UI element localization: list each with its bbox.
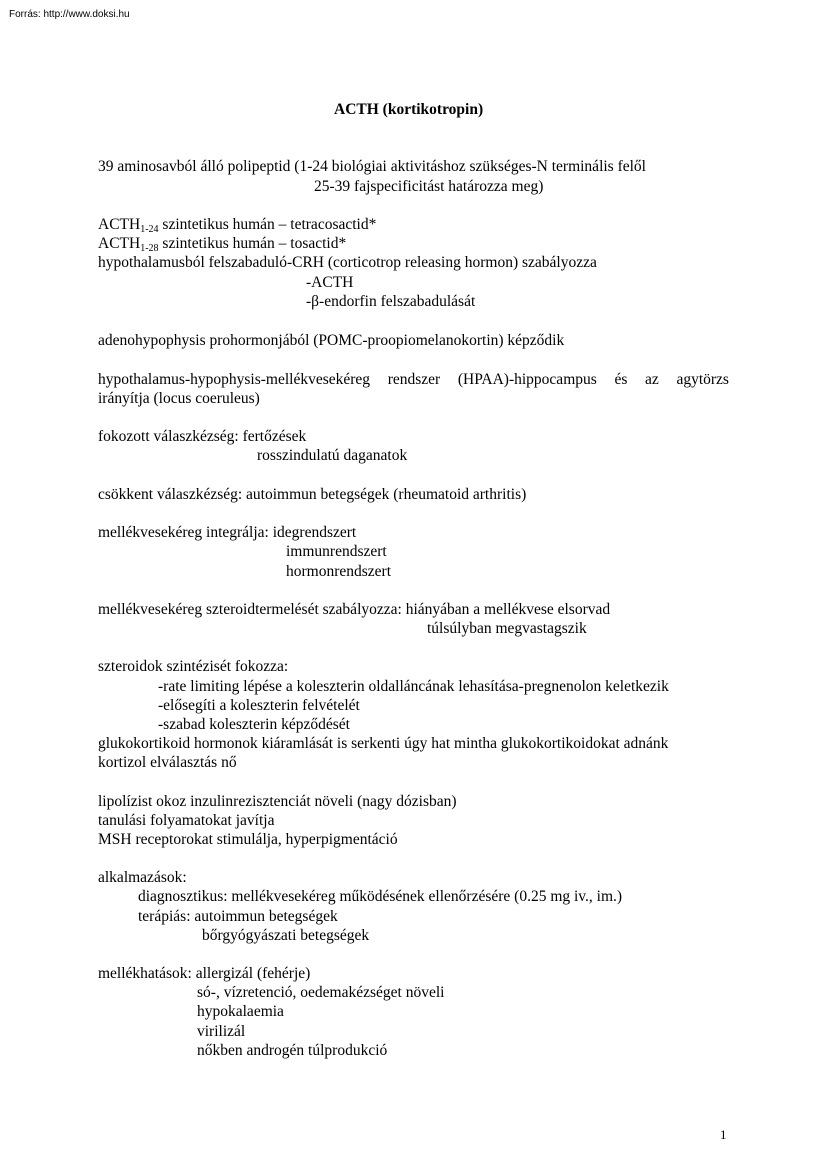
side-effect-item: virilizál (197, 1023, 246, 1040)
steroid-synth-heading: szteroidok szintézisét fokozza: (98, 658, 289, 675)
integral-line-2: immunrendszert (286, 543, 387, 560)
page-number: 1 (720, 1127, 727, 1142)
synthetic-line-2 (98, 234, 346, 253)
hpaa-word: az (645, 371, 659, 388)
hpaa-word: agytörzs (676, 371, 729, 388)
pomc-line: adenohypophysis prohormonjából (POMC-proopiomelanokortin) képződik (98, 332, 565, 349)
hpaa-line-2: irányítja (locus coeruleus) (98, 390, 260, 407)
applications-therapeutic: terápiás: autoimmun betegségek (138, 908, 338, 925)
hpaa-word: rendszer (387, 371, 441, 388)
side-effect-item: hypokalaemia (197, 1003, 284, 1020)
steroid-reg-line-1: mellékvesekéreg szteroidtermelését szabályozza: hiányában a mellékvese elsorvad (98, 601, 611, 618)
cortisol-line: kortizol elválasztás nő (98, 754, 237, 771)
hpaa-line-1 (98, 370, 729, 389)
integral-line-1: mellékvesekéreg integrálja: idegrendszert (98, 524, 357, 541)
steroid-synth-item: -rate limiting lépése a koleszterin oldalláncának lehasítása-pregnenolon keletkezik (158, 678, 669, 695)
decreased-line: csökkent válaszkézség: autoimmun betegségek (rheumatoid arthritis) (98, 486, 527, 503)
increased-line-2: rosszindulatú daganatok (257, 447, 408, 464)
source-url: Forrás: http://www.doksi.hu (9, 9, 130, 20)
applications-therapeutic-2: bőrgyógyászati betegségek (202, 927, 370, 944)
side-effect-item: só-, vízretenció, oedemakézséget növeli (197, 984, 445, 1001)
synthetic-text: szintetikus humán – tosactid* (158, 235, 347, 252)
crh-line: hypothalamusból felszabaduló-CRH (corticotrop releasing hormon) szabályozza (98, 254, 597, 271)
increased-line-1: fokozott válaszkézség: fertőzések (98, 428, 307, 445)
integral-line-3: hormonrendszert (286, 563, 392, 580)
synthetic-line-1 (98, 215, 376, 234)
glucocorticoid-line: glukokortikoid hormonok kiáramlását is serkenti úgy hat mintha glukokortikoidokat adnánk (98, 735, 669, 752)
side-effects-line-1: mellékhatások: allergizál (fehérje) (98, 965, 311, 982)
acth-subscript: 1-24 (140, 224, 159, 235)
side-effect-item: nőkben androgén túlprodukció (197, 1042, 388, 1059)
steroid-reg-line-2: túlsúlyban megvastagszik (427, 620, 587, 637)
page-title: ACTH (kortikotropin) (334, 101, 484, 118)
crh-item: -β-endorfin felszabadulását (306, 293, 476, 310)
effect-line: tanulási folyamatokat javítja (98, 812, 275, 829)
intro-line-2: 25-39 fajspecificitást határozza meg) (314, 178, 544, 195)
acth-prefix: ACTH (98, 216, 141, 233)
applications-diagnostic: diagnosztikus: mellékvesekéreg működésének ellenőrzésére (0.25 mg iv., im.) (138, 888, 623, 905)
acth-subscript: 1-28 (140, 243, 159, 254)
intro-line-1: 39 aminosavból álló polipeptid (1-24 biológiai aktivitáshoz szükséges-N terminális felől (98, 158, 646, 175)
hpaa-word: és (614, 371, 628, 388)
crh-item: -ACTH (306, 274, 354, 291)
steroid-synth-item: -szabad koleszterin képződését (158, 716, 350, 733)
applications-heading: alkalmazások: (98, 869, 187, 886)
effect-line: lipolízist okoz inzulinrezisztenciát növeli (nagy dózisban) (98, 793, 457, 810)
synthetic-text: szintetikus humán – tetracosactid* (158, 216, 377, 233)
effect-line: MSH receptorokat stimulálja, hyperpigmentáció (98, 831, 398, 848)
hpaa-word: (HPAA)-hippocampus (457, 371, 597, 388)
acth-prefix: ACTH (98, 235, 141, 252)
hpaa-word: hypothalamus-hypophysis-mellékvesekéreg (98, 371, 371, 388)
steroid-synth-item: -elősegíti a koleszterin felvételét (158, 697, 360, 714)
